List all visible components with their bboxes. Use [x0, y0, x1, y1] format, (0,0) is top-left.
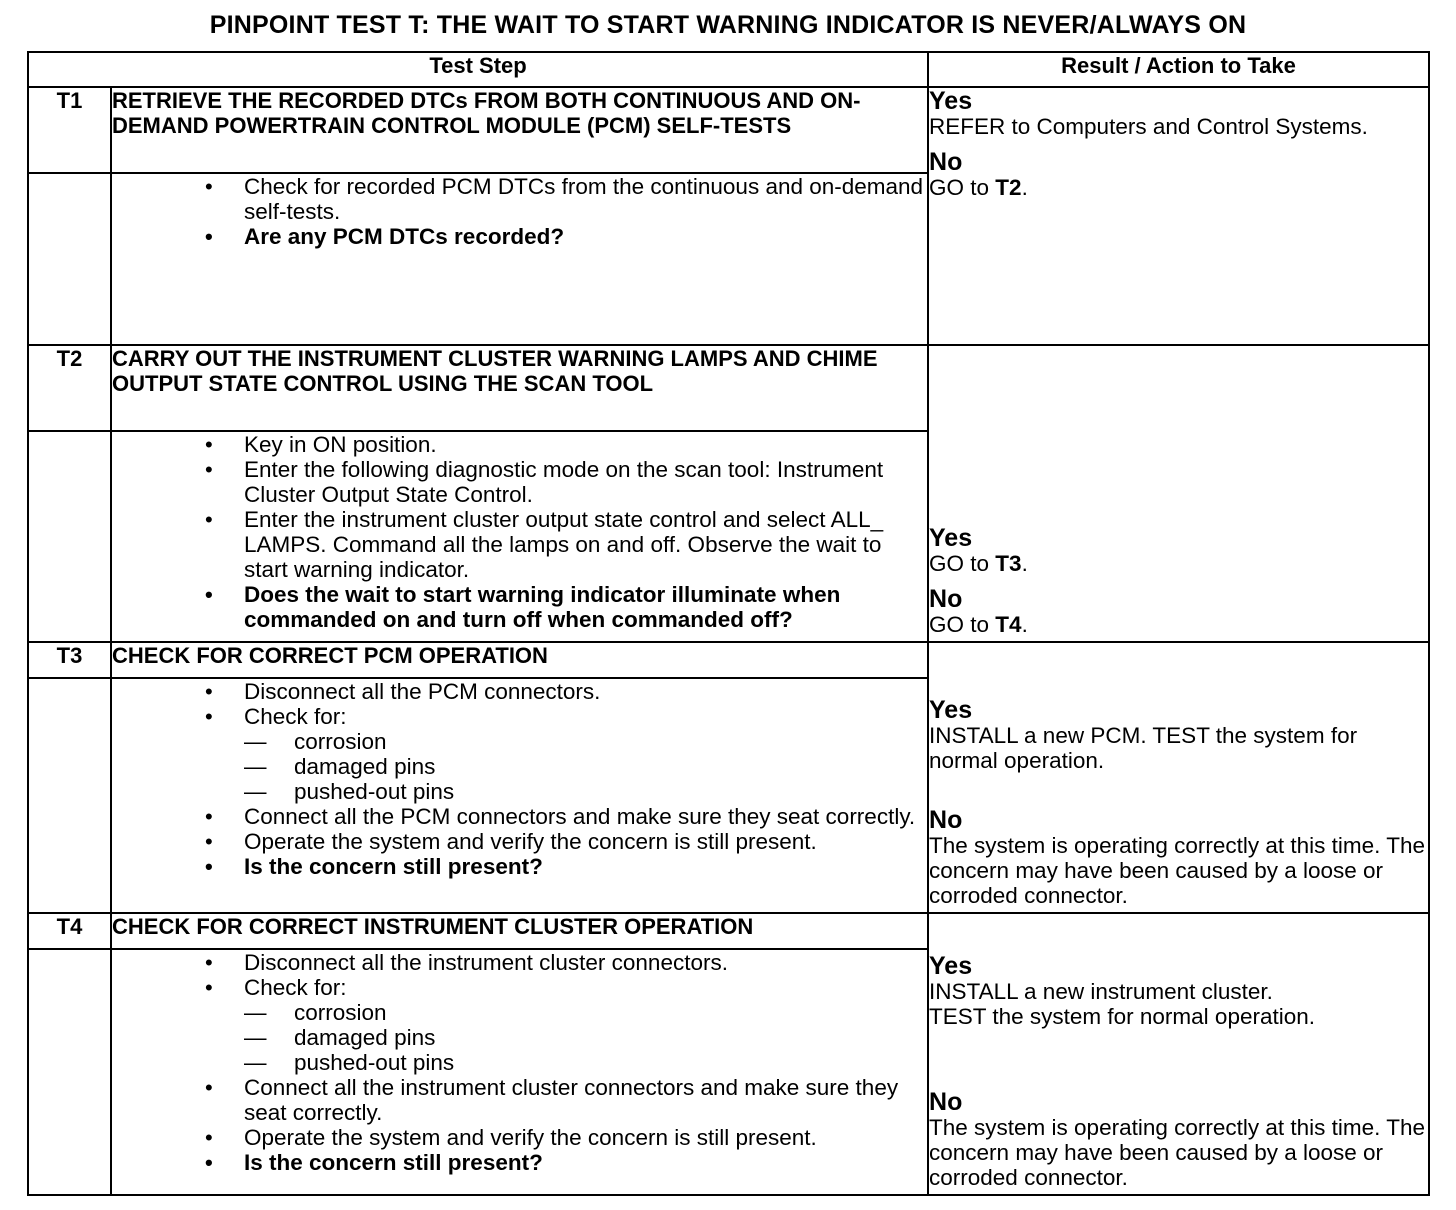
no-action: GO to T2. [929, 175, 1028, 200]
step-ref: T4 [995, 612, 1022, 637]
step-t1-title-row [28, 87, 1429, 173]
step-ref: T2 [995, 175, 1022, 200]
step-id: T1 [28, 87, 111, 173]
yes-label: Yes [929, 87, 973, 115]
list-item: • Operate the system and verify the concern is still present. [112, 1125, 927, 1150]
step-body [111, 678, 928, 913]
page-title: PINPOINT TEST T: THE WAIT TO START WARNING INDICATOR IS NEVER/ALWAYS ON [209, 11, 1247, 39]
step-t4-title-row [28, 913, 1429, 949]
step-id: T4 [28, 913, 111, 949]
yes-action: INSTALL a new PCM. TEST the system for normal operation. [929, 723, 1358, 773]
table-header-row [28, 52, 1429, 87]
no-action: The system is operating correctly at this time. The concern may have been caused by a loose or corroded connector. [929, 833, 1426, 908]
no-label: No [929, 585, 963, 613]
list-item: • Is the concern still present? [112, 1150, 927, 1175]
list-item: • Enter the following diagnostic mode on the scan tool: Instrument Cluster Output State Control. [112, 457, 927, 507]
yes-action: REFER to Computers and Control Systems. [929, 114, 1368, 139]
header-test-step: Test Step [28, 52, 928, 87]
yes-label: Yes [929, 524, 973, 552]
list-subitem: — corrosion [112, 1000, 927, 1025]
yes-action-line-2: TEST the system for normal operation. [929, 1004, 1316, 1029]
list-item: • Disconnect all the instrument cluster connectors. [112, 950, 927, 975]
step-body [111, 173, 928, 345]
list-subitem: — pushed-out pins [112, 1050, 927, 1075]
list-item: • Check for: [112, 704, 927, 729]
list-item: • Disconnect all the PCM connectors. [112, 679, 927, 704]
list-subitem: — damaged pins [112, 1025, 927, 1050]
step-title: RETRIEVE THE RECORDED DTCs FROM BOTH CONTINUOUS AND ON-DEMAND POWERTRAIN CONTROL MODULE (PCM) SELF-TESTS [111, 87, 928, 173]
yes-action: GO to T3. [929, 551, 1028, 576]
step-t1-result [928, 87, 1429, 345]
list-item: • Connect all the PCM connectors and make sure they seat correctly. [112, 804, 927, 829]
step-id: T3 [28, 642, 111, 678]
list-item: • Is the concern still present? [112, 854, 927, 879]
step-t4-result [928, 913, 1429, 1195]
step-t3-result [928, 642, 1429, 913]
step-body [111, 431, 928, 642]
list-item: • Enter the instrument cluster output state control and select ALL_ LAMPS. Command all the lamps on and off. Observe the wait to start warning indicator. [112, 507, 927, 582]
step-title: CHECK FOR CORRECT INSTRUMENT CLUSTER OPERATION [111, 913, 928, 949]
yes-label: Yes [929, 696, 973, 724]
no-label: No [929, 806, 963, 834]
list-item: • Operate the system and verify the concern is still present. [112, 829, 927, 854]
list-item: • Connect all the instrument cluster connectors and make sure they seat correctly. [112, 1075, 927, 1125]
no-action: The system is operating correctly at this time. The concern may have been caused by a loose or corroded connector. [929, 1115, 1426, 1190]
step-title: CHECK FOR CORRECT PCM OPERATION [111, 642, 928, 678]
list-item: • Check for: [112, 975, 927, 1000]
step-body [111, 949, 928, 1195]
list-item: • Check for recorded PCM DTCs from the continuous and on-demand self-tests. [112, 174, 927, 224]
no-label: No [929, 1088, 963, 1116]
step-ref: T3 [995, 551, 1022, 576]
no-label: No [929, 148, 963, 176]
header-result-action: Result / Action to Take [928, 52, 1429, 87]
list-item: • Are any PCM DTCs recorded? [112, 224, 927, 249]
step-t3-title-row [28, 642, 1429, 678]
list-item: • Does the wait to start warning indicator illuminate when commanded on and turn off when commanded off? [112, 582, 927, 632]
list-subitem: — damaged pins [112, 754, 927, 779]
step-t2-result [928, 345, 1429, 642]
step-title: CARRY OUT THE INSTRUMENT CLUSTER WARNING LAMPS AND CHIME OUTPUT STATE CONTROL USING THE SCAN TOOL [111, 345, 928, 431]
list-subitem: — pushed-out pins [112, 779, 927, 804]
step-id: T2 [28, 345, 111, 431]
pinpoint-test-table [27, 51, 1430, 1196]
no-action: GO to T4. [929, 612, 1028, 637]
list-item: • Key in ON position. [112, 432, 927, 457]
step-t2-title-row [28, 345, 1429, 431]
yes-action-line-1: INSTALL a new instrument cluster. [929, 979, 1273, 1004]
list-subitem: — corrosion [112, 729, 927, 754]
yes-label: Yes [929, 952, 973, 980]
